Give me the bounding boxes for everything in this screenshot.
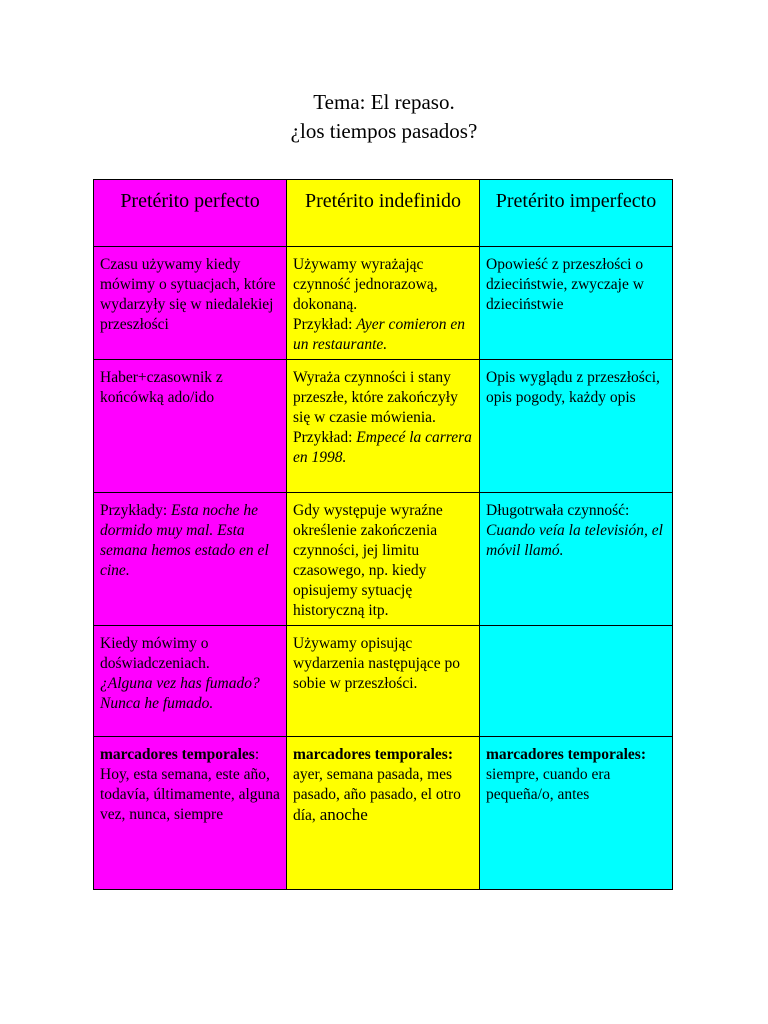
table-row — [94, 626, 673, 737]
cell-perfecto-usage — [94, 247, 287, 360]
table-row — [94, 493, 673, 626]
cell-perfecto-formation — [94, 360, 287, 493]
markers-text: siempre, cuando era pequeña/o, antes — [486, 766, 611, 803]
cell-text: Opis wyglądu z przeszłości, opis pogody, każdy opis — [486, 369, 660, 406]
cell-perfecto-experience — [94, 626, 287, 737]
example-text: Esta semana hemos estado en el cine. — [100, 522, 269, 579]
markers-label: marcadores temporales: — [293, 746, 453, 763]
example-text: Empecé la carrera en 1998. — [293, 429, 472, 466]
cell-indefinido-sequence — [287, 626, 480, 737]
title-line-1: Tema: El repaso. — [313, 90, 455, 114]
cell-imperfecto-usage — [480, 247, 673, 360]
header-preterito-imperfecto: Pretérito imperfecto — [480, 180, 673, 247]
header-preterito-perfecto: Pretérito perfecto — [94, 180, 287, 247]
cell-indefinido-markers — [287, 737, 480, 890]
table-row — [94, 737, 673, 890]
cell-imperfecto-description — [480, 360, 673, 493]
markers-text: Hoy, esta semana, este año, todavía, últimamente, alguna vez, nunca, siempre — [100, 766, 280, 823]
cell-text: Kiedy mówimy o doświadczeniach. — [100, 635, 210, 672]
cell-perfecto-markers — [94, 737, 287, 890]
example-label: Przykład: — [293, 316, 357, 333]
markers-label: marcadores temporales — [100, 746, 255, 763]
title-line-2: ¿los tiempos pasados? — [290, 119, 478, 143]
example-text: Ayer comieron en un restaurante. — [293, 316, 466, 353]
cell-imperfecto-empty — [480, 626, 673, 737]
cell-indefinido-meaning — [287, 360, 480, 493]
cell-text: Używamy wyrażając czynność jednorazową, dokonaną. — [293, 256, 438, 313]
markers-colon: : — [254, 746, 260, 763]
cell-text: Wyraża czynności i stany przeszłe, które zakończyły się w czasie mówienia. — [293, 369, 458, 426]
document-title — [0, 88, 768, 146]
cell-indefinido-limit — [287, 493, 480, 626]
duration-label: Długotrwała czynność: — [486, 502, 630, 519]
examples-label: Przykłady: — [100, 502, 172, 519]
markers-text: ayer, semana pasada, mes pasado, año pasado, el otro día, — [293, 766, 461, 824]
cell-imperfecto-duration — [480, 493, 673, 626]
cell-text: Używamy opisując wydarzenia następujące po sobie w przeszłości. — [293, 635, 460, 692]
example-label: Przykład: — [293, 429, 357, 446]
markers-text-anoche: anoche — [319, 805, 368, 824]
cell-perfecto-examples — [94, 493, 287, 626]
table-row — [94, 247, 673, 360]
cell-indefinido-usage — [287, 247, 480, 360]
example-text: Nunca he fumado. — [100, 695, 214, 712]
example-text: ¿Alguna vez has fumado? — [100, 675, 260, 692]
cell-text: Haber+czasownik z końcówką ado/ido — [100, 369, 223, 406]
example-text: Cuando veía la televisión, el móvil llamó. — [486, 522, 663, 559]
cell-text: Opowieść z przeszłości o dzieciństwie, zwyczaje w dzieciństwie — [486, 256, 644, 313]
table-header-row — [94, 180, 673, 247]
cell-text: Czasu używamy kiedy mówimy o sytuacjach, które wydarzyły się w niedalekiej przeszłości — [100, 256, 276, 333]
tenses-table — [93, 179, 673, 890]
example-text: Esta noche he dormido muy mal. — [100, 502, 258, 539]
cell-text: Gdy występuje wyraźne określenie zakończenia czynności, jej limitu czasowego, np. kiedy opisujemy sytuację historyczną itp. — [293, 502, 443, 619]
markers-label: marcadores temporales: — [486, 746, 646, 763]
table-row — [94, 360, 673, 493]
header-preterito-indefinido: Pretérito indefinido — [287, 180, 480, 247]
cell-imperfecto-markers — [480, 737, 673, 890]
